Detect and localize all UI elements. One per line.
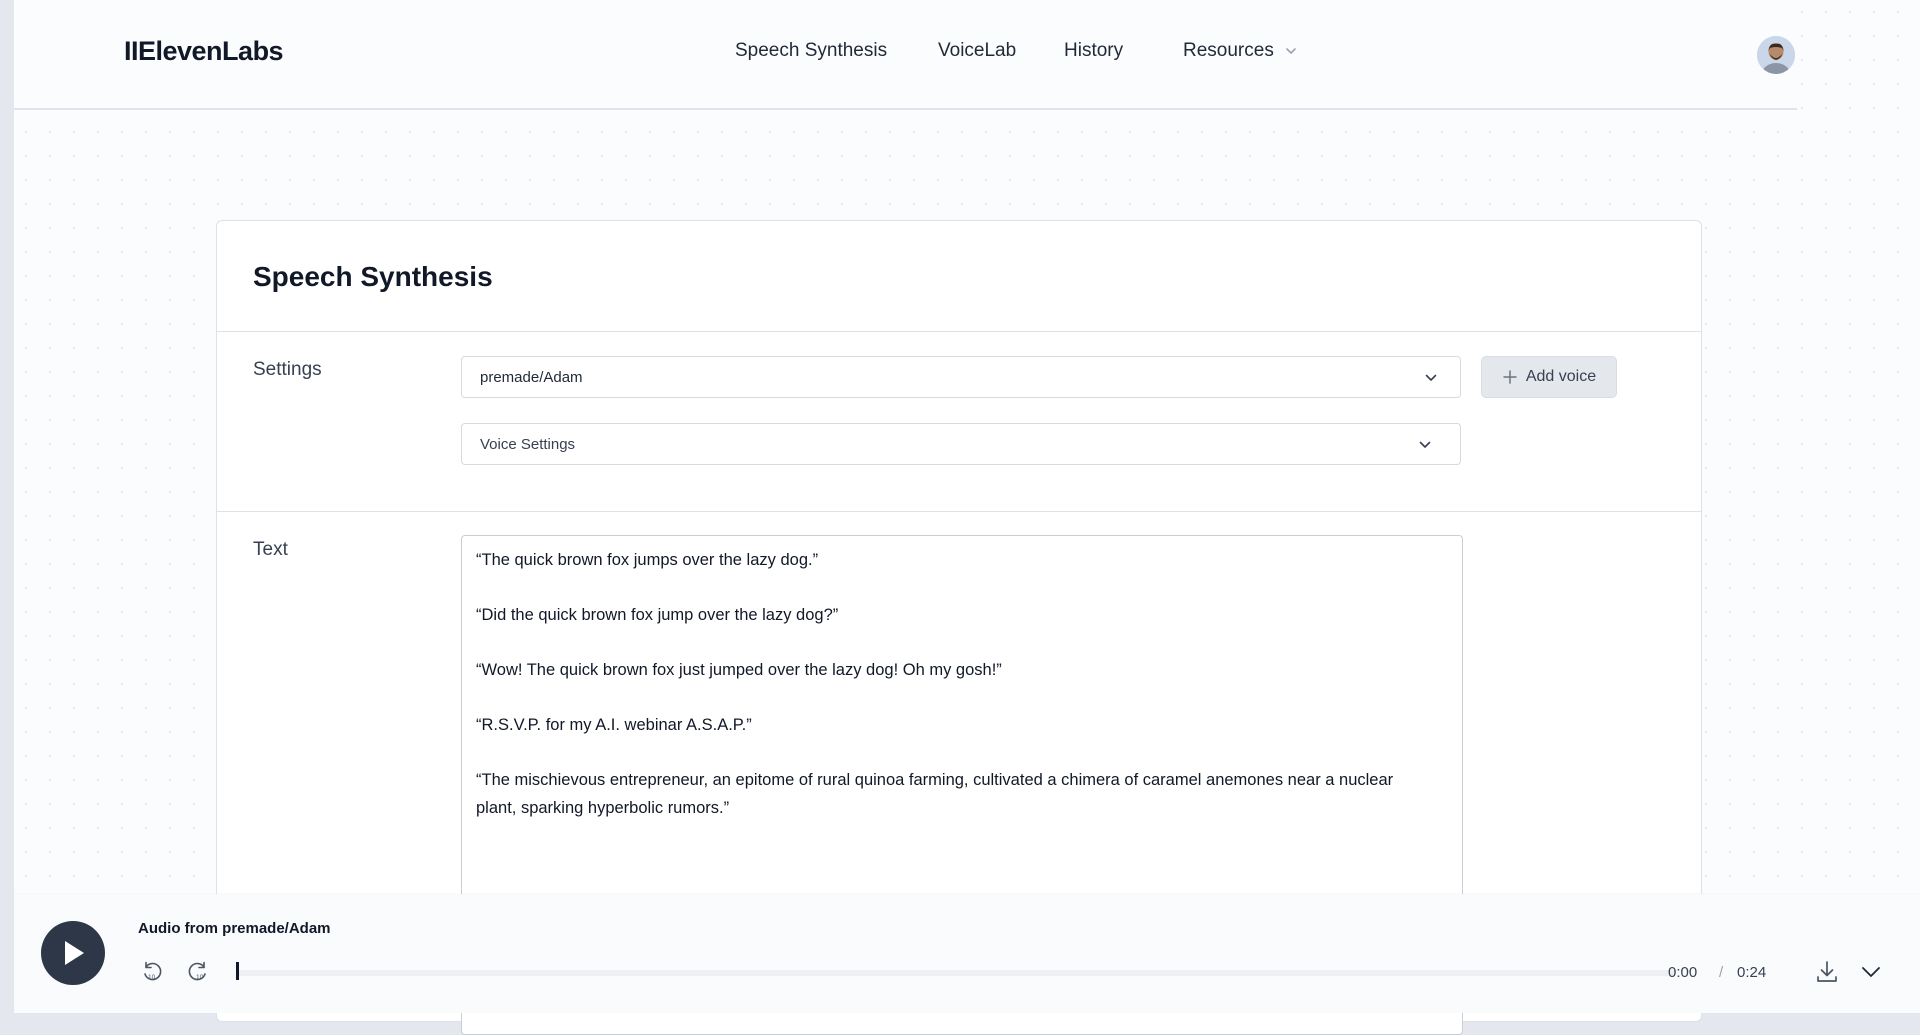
voice-settings-label: Voice Settings <box>480 436 576 453</box>
time-separator: / <box>1719 964 1724 981</box>
avatar-icon <box>1757 36 1795 74</box>
nav-resources-label: Resources <box>1183 40 1274 61</box>
text-paragraph: “Wow! The quick brown fox just jumped over the lazy dog! Oh my gosh!” <box>476 661 1002 679</box>
top-navigation <box>14 0 1797 110</box>
text-paragraph: “R.S.V.P. for my A.I. webinar A.S.A.P.” <box>476 716 752 734</box>
app-window <box>14 0 1920 1013</box>
progress-bar[interactable] <box>236 970 1676 976</box>
text-paragraph: “The mischievous entrepreneur, an epitome of rural quinoa farming, cultivated a chimera of caramel anemones near a nuclear plant, sparking hyperbolic rumors.” <box>476 771 1394 817</box>
duration: 0:24 <box>1737 964 1767 981</box>
nav-resources[interactable] <box>1183 40 1298 62</box>
text-paragraph: “Did the quick brown fox jump over the lazy dog?” <box>476 606 839 624</box>
divider <box>217 511 1701 512</box>
page-title: Speech Synthesis <box>253 261 493 292</box>
audio-player <box>14 894 1920 1013</box>
voice-settings-dropdown[interactable] <box>461 423 1461 465</box>
player-title: Audio from premade/Adam <box>138 920 331 937</box>
chevron-down-icon[interactable] <box>1860 961 1882 983</box>
voice-select[interactable] <box>461 356 1461 398</box>
nav-history[interactable]: History <box>1064 40 1124 61</box>
rewind-10-icon[interactable] <box>140 959 164 983</box>
play-icon <box>60 939 86 967</box>
nav-voicelab[interactable]: VoiceLab <box>938 40 1017 61</box>
text-paragraph: “The quick brown fox jumps over the lazy dog.” <box>476 551 819 569</box>
divider <box>217 331 1701 332</box>
nav-speech-synthesis[interactable]: Speech Synthesis <box>735 40 888 61</box>
settings-label: Settings <box>253 359 322 380</box>
user-avatar[interactable] <box>1757 36 1795 74</box>
add-voice-button[interactable] <box>1481 356 1617 398</box>
svg-text:10: 10 <box>148 974 156 981</box>
chevron-down-icon <box>1418 438 1432 452</box>
chevron-down-icon <box>1424 371 1438 385</box>
svg-text:10: 10 <box>196 974 204 981</box>
voice-select-value: premade/Adam <box>480 369 583 386</box>
download-icon[interactable] <box>1814 959 1840 985</box>
current-time: 0:00 <box>1668 964 1698 981</box>
progress-handle[interactable] <box>236 962 239 980</box>
play-button[interactable] <box>41 921 105 985</box>
forward-10-icon[interactable] <box>186 959 210 983</box>
add-voice-label: Add voice <box>1525 368 1597 385</box>
chevron-down-icon <box>1284 44 1298 58</box>
elevenlabs-logo[interactable]: IIElevenLabs <box>124 36 284 66</box>
plus-icon <box>1502 369 1518 385</box>
text-label: Text <box>253 539 288 560</box>
